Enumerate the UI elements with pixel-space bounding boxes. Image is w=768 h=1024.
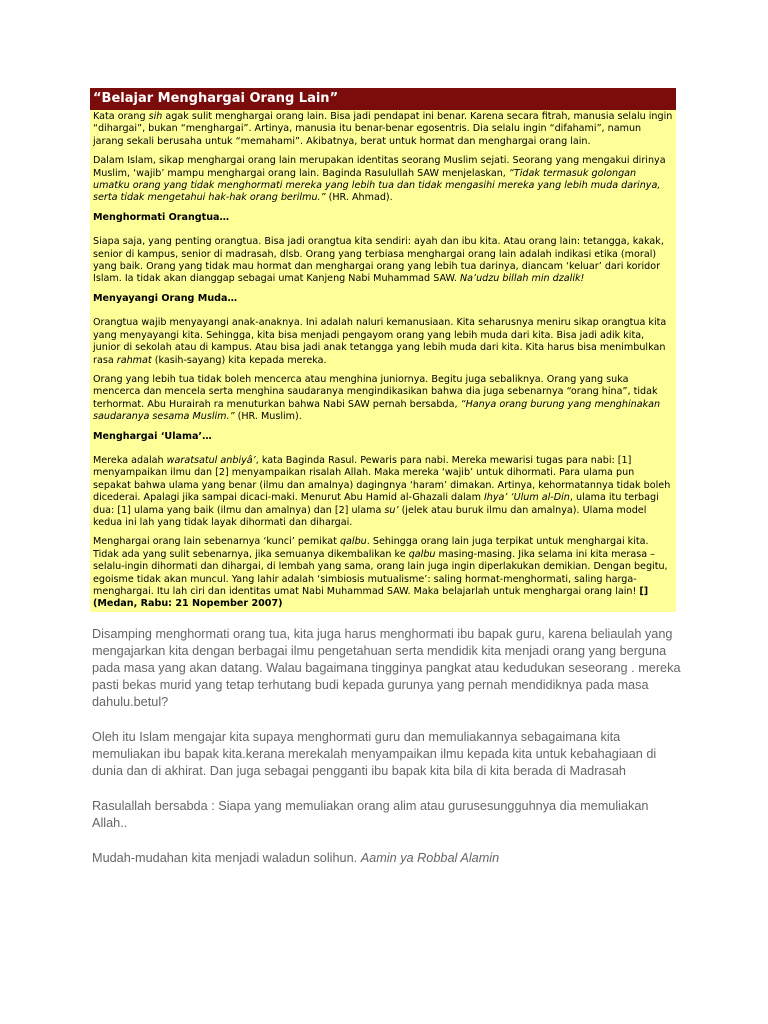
paragraph-closing: [93, 536, 673, 610]
text: , ulama itu terbagi dua: [1] ulama yang baik (ilmu dan amalnya) dan [2] ulama: [93, 492, 659, 516]
hadith-quote: “Hanya orang burung yang menghinakan saudaranya sesama Muslim.”: [93, 398, 661, 423]
text: Orangtua wajib menyayangi anak-anaknya. Ini adalah naluri kemanusiaan. Kita seharusnya meniru sikap orangtua kita yang menyayangi kita. Sehingga, kita bisa menjadi pengayom orang yang lebih muda dari kita. Bisa jadi adik kita, junior di sekolah atau di kampus. Atau bisa jadi anak tetangga yang lebih muda dari kita. Kita harus bisa menimbulkan rasa: [93, 317, 667, 366]
text-italic: qalbu: [408, 548, 436, 560]
hadith-quote: “Tidak termasuk golongan umatku orang yang tidak menghormati mereka yang lebih tua dan tidak mengasihi mereka yang lebih muda darinya, serta tidak mengetahui hak-hak orang berilmu.”: [93, 167, 661, 204]
article-box: [90, 88, 676, 612]
lower-paragraph-rasulallah: Rasulallah bersabda : Siapa yang memuliakan orang alim atau gurusesungguhnya dia memuliakan Allah..: [92, 799, 649, 830]
text: Mereka adalah: [93, 454, 167, 466]
text: Kata orang: [93, 111, 149, 122]
heading-ulama: Menghargai ‘Ulama’…: [93, 430, 212, 442]
text: Mudah-mudahan kita menjadi waladun solihun.: [92, 851, 361, 865]
text: masing-masing. Jika selama ini kita merasa – selalu-ingin dihormati dan dihargai, di lembah yang sama, orang lain juga ingin diperlakukan demikian. Dengan begitu, egoisme tidak akan muncul. Yang lahir adalah ‘simbiosis mutualisme’: saling hormat-menghormati, saling harga-menghargai. Itu lah ciri dan identitas umat Nabi Muhammad SAW. Maka belajarlah untuk menghargai orang lain!: [93, 548, 668, 597]
text: (kasih-sayang) kita kepada mereka.: [151, 354, 327, 366]
paragraph-orangtua: [93, 236, 673, 286]
text-italic: Na’udzu billah min dzalik!: [459, 273, 585, 285]
paragraph-islam: [93, 155, 673, 205]
text-italic: Ihya’ ‘Ulum al-Din: [483, 492, 570, 504]
date-signature: [](Medan, Rabu: 21 Nopember 2007): [93, 586, 649, 610]
text: Siapa saja, yang penting orangtua. Bisa jadi orangtua kita sendiri: ayah dan ibu kita. Atau orang lain: tetangga, kakak, senior di kampus, senior di madrasah, dlsb. Orang yang terbiasa menghargai orang lain adalah indikasi etika (moral) yang baik. Orang yang tidak mau hormat dan menghargai orang yang lebih tua darinya, diancam ‘keluar’ dari koridor Islam. Ia tidak akan dianggap sebagai umat Kanjeng Nabi Muhammad SAW.: [93, 236, 664, 285]
lower-section: [92, 626, 682, 885]
text: . Sehingga orang lain juga terpikat untuk menghargai kita. Tidak ada yang sulit sebenarnya, jika semuanya dikembalikan ke: [93, 536, 649, 560]
text-italic: sih: [148, 111, 163, 122]
text: (jelek atau buruk ilmu dan amalnya). Ulama model kedua ini lah yang tidak layak dihormati dan dihargai.: [93, 504, 647, 528]
text: Dalam Islam, sikap menghargai orang lain merupakan identitas seorang Muslim sejati. Seorang yang mengakui dirinya Muslim, ‘wajib’ mampu menghargai orang lain. Baginda Rasulullah SAW menjelaskan,: [93, 155, 666, 179]
article-title: “Belajar Menghargai Orang Lain”: [90, 88, 676, 110]
heading-orangtua: Menghormati Orangtua…: [93, 211, 230, 223]
text-italic: Aamin ya Robbal Alamin: [360, 851, 500, 865]
text-italic: su’: [384, 504, 399, 516]
paragraph-orang-muda: [93, 317, 673, 367]
text-italic: rahmat: [116, 354, 152, 366]
text-italic: waratsatul anbiyâ’: [166, 454, 256, 466]
text: agak sulit menghargai orang lain. Bisa jadi pendapat ini benar. Karena secara fitrah, manusia selalu ingin “dihargai”, bukan “menghargai”. Artinya, manusia itu benar-benar egosentris. Dia selalu ingin “difahami”, namun jarang sekali berusaha untuk “memahami”. Akibatnya, berat untuk hormat dan menghargai orang lain.: [93, 111, 673, 147]
text: Menghargai orang lain sebenarnya ‘kunci’ pemikat: [93, 536, 340, 548]
lower-paragraph-islam: Oleh itu Islam mengajar kita supaya menghormati guru dan memuliakannya sebagaimana kita memuliakan ibu bapak kita.kerana merekalah menyampaikan ilmu kepada kita untuk kebahagiaan di dunia dan di akhirat. Dan juga sebagai pengganti ibu bapak kita bila di kita berada di Madrasah: [92, 730, 657, 778]
text: (HR. Ahmad).: [325, 192, 393, 204]
paragraph-junior: [93, 374, 673, 424]
text-italic: qalbu: [339, 536, 367, 548]
text: Orang yang lebih tua tidak boleh mencerca atau menghina juniornya. Begitu juga sebaliknya. Orang yang suka mencerca dan mencela serta menghina saudaranya mengindikasikan bahwa dia juga sebenarnya “orang hina”, tidak terhormat. Abu Hurairah ra menuturkan bahwa Nabi SAW pernah bersabda,: [93, 373, 658, 410]
article-body: [90, 110, 676, 612]
lower-paragraph-guru: Disamping menghormati orang tua, kita juga harus menghormati ibu bapak guru, karena beliaulah yang mengajarkan kita dengan berbagai ilmu pengetahuan serta mendidik kita menjadi orang yang berguna pada masa yang akan datang. Walau bagaimana tingginya pangkat atau kedudukan seseorang . mereka pasti bekas murid yang tetap terhutang budi kepada gurunya yang pernah mendidiknya pada masa dahulu.betul?: [92, 627, 681, 709]
text: , kata Baginda Rasul. Pewaris para nabi. Mereka mewarisi tugas para nabi: [1] menyampaikan ilmu dan [2] menyampaikan risalah Allah. Maka mereka ‘wajib’ untuk dihormati. Para ulama pun sepakat bahwa ulama yang benar (ilmu dan amalnya) dagingnya ‘haram’ dimakan. Artinya, kehormatannya tidak boleh dicederai. Apalagi jika sampai dicaci-maki. Menurut Abu Hamid al-Ghazali dalam: [93, 454, 671, 504]
paragraph-ulama: [93, 455, 673, 529]
text: (HR. Muslim).: [234, 411, 302, 423]
paragraph-intro: [93, 111, 673, 148]
heading-orang-muda: Menyayangi Orang Muda…: [93, 292, 238, 304]
lower-paragraph-doa: [92, 850, 682, 867]
